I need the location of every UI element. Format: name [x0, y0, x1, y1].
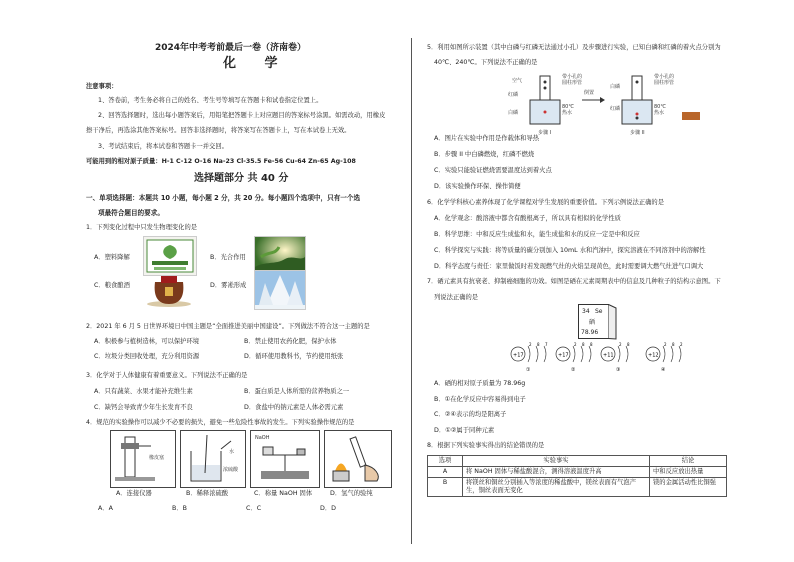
q4-caption-d: D．氢气的验纯 [330, 490, 373, 497]
q4-option-c: C．C [246, 505, 262, 512]
atom-shell-count: 2 [529, 342, 532, 347]
q6-stem: 6．化学学科核心素养体现了化学课程对学生发展的重要价值。下列示例说法正确的是 [427, 199, 664, 206]
q4-naoh-label: NaOH [255, 435, 270, 441]
element-number: 34 [582, 308, 590, 315]
atom-shell-count: 8 [590, 342, 593, 347]
section-title: 选择题部分 共 40 分 [194, 173, 289, 184]
svg-text:带小孔的: 带小孔的 [654, 74, 675, 80]
svg-text:80℃: 80℃ [654, 104, 666, 110]
atom-label: ④ [661, 367, 666, 372]
atom-label: ① [526, 367, 531, 372]
atom-shell-count: 2 [680, 342, 683, 347]
notes-heading: 注意事项： [86, 83, 118, 90]
atom-diagram [601, 342, 630, 372]
q2-option-c: C．垃圾分类回收处理，充分利用资源 [94, 353, 200, 360]
section-instruction: 一、单项选择题：本题共 10 小题，每小题 2 分，共 20 分。每小题四个选项中，只有一个选 [86, 194, 361, 202]
table-cell: B [428, 478, 463, 497]
q6-option-a: A．化学观念：酸溶液中都含有酸根离子，所以具有相似的化学性质 [434, 215, 621, 222]
table-header-cell: 实验事实 [463, 456, 650, 467]
q1-option-a: A．塑料降解 [94, 254, 130, 261]
q7-option-a: A．硒的相对原子质量为 78.96g [434, 380, 526, 387]
q4-rubber-label: 橡皮塞 [149, 455, 165, 461]
svg-text:圆柱形管: 圆柱形管 [562, 80, 583, 86]
svg-text:白磷: 白磷 [508, 110, 519, 116]
atom-shell-count: 7 [545, 342, 548, 347]
svg-text:带小孔的: 带小孔的 [562, 74, 583, 80]
atom-shell-count: 2 [664, 342, 667, 347]
atom-nucleus: +17 [558, 352, 569, 359]
q4-acid-label: 浓硫酸 [223, 467, 239, 473]
atom-nucleus: +11 [603, 352, 614, 359]
atom-shell-count: 2 [574, 342, 577, 347]
q5-option-d: D．该实验操作环保、操作简便 [434, 183, 521, 190]
q4-stem: 4．规范的实验操作可以减少不必要的损失，避免一些危险性事故的发生。下列实验操作规范的是 [86, 419, 355, 426]
q4-figure-a [110, 430, 176, 488]
element-mass: 78.96 [581, 329, 599, 336]
atom-shell-count: 8 [582, 342, 585, 347]
q3-option-b: B．蛋白质是人体所需的营养物质之一 [244, 388, 350, 395]
q1-stem: 1．下列变化过程中只发生物理变化的是 [86, 224, 198, 231]
q4-figure-d [324, 430, 392, 488]
q6-option-d: D．科学态度与责任：家里做饭时若发现燃气灶的火焰呈现黄色，此时需要调大燃气灶进气口调大 [434, 263, 704, 270]
svg-text:热水: 热水 [654, 110, 665, 116]
svg-text:圆柱形管: 圆柱形管 [654, 80, 675, 86]
atom-label: ② [571, 367, 576, 372]
svg-text:红磷: 红磷 [508, 92, 519, 98]
atomic-masses: 可能用到的相对原子质量：H-1 C-12 O-16 Na-23 Cl-35.5 Fe-56 Cu-64 Zn-65 Ag-108 [86, 158, 356, 165]
q7-option-b: B．①在化学反应中容易得到电子 [434, 396, 526, 403]
q3-stem: 3．化学对于人体健康有着重要意义。下列说法不正确的是 [86, 372, 248, 379]
q5-option-a: A．图片在实验中作用是作载体和导热 [434, 135, 540, 142]
q3-option-a: A．只有蔬菜、水果才能补充维生素 [94, 388, 193, 395]
atom-nucleus: +17 [513, 352, 524, 359]
table-cell: A [428, 467, 463, 478]
atom-diagram [511, 342, 548, 372]
q7-option-c: C．②④表示的均是阳离子 [434, 411, 507, 418]
q4-figure-b [180, 430, 246, 488]
atom-shell-count: 2 [619, 342, 622, 347]
q5-stem-2: 40℃、240℃。下列说法不正确的是 [434, 59, 538, 66]
q7-stem: 7．硒元素具有抗衰老、抑制癌细胞的功效。如图是硒在元素周期表中的信息及几种粒子的结构示意图。下 [427, 278, 721, 285]
svg-text:热水: 热水 [562, 110, 573, 116]
q5-option-c: C．实验只能验证燃烧需要温度达到着火点 [434, 167, 552, 174]
q2-stem: 2．2021 年 6 月 5 日世界环境日中国主题是“全面推进美丽中国建设”。下列做法不符合这一主题的是 [86, 323, 370, 330]
atom-structures [510, 342, 690, 372]
element-symbol: Se [595, 308, 603, 315]
selenium-element-card [578, 304, 618, 340]
section-instruction-2: 项最符合题目的要求。 [98, 209, 164, 217]
q3-option-c: C．缺钙会导致青少年生长发育不良 [94, 404, 193, 411]
atom-shell-count: 8 [672, 342, 675, 347]
atom-shell-count: 8 [627, 342, 630, 347]
subject-title: 化 学 [223, 56, 290, 71]
svg-text:红磷: 红磷 [610, 106, 621, 112]
table-cell: 镁的金属活动性比铜强 [650, 478, 727, 497]
q6-option-b: B．科学思维：中和反应生成盐和水，能生成盐和水的反应一定是中和反应 [434, 231, 640, 238]
svg-text:白磷: 白磷 [610, 84, 621, 90]
atom-label: ③ [616, 367, 621, 372]
column-divider [411, 38, 412, 544]
q4-caption-c: C．称量 NaOH 固体 [254, 490, 313, 497]
q4-option-a: A．A [98, 505, 113, 512]
q3-option-d: D．食盐中的钠元素是人体必需元素 [244, 404, 344, 411]
q5-option-b: B．步骤 II 中白磷燃烧，红磷不燃烧 [434, 151, 535, 158]
svg-text:步骤 II: 步骤 II [630, 130, 645, 136]
note-2: 2、回答选择题时，选出每小题答案后，用铅笔把答题卡上对应题目的答案标号涂黑。如需改动，用橡皮 [98, 112, 386, 119]
table-row [428, 478, 727, 497]
atom-nucleus: +12 [648, 352, 659, 359]
q1-option-d: D．雾凇形成 [210, 282, 247, 289]
table-cell: 中和反应放出热量 [650, 467, 727, 478]
svg-text:空气: 空气 [512, 78, 523, 84]
note-2b: 擦干净后，再选涂其他答案标号。回答非选择题时，将答案写在答题卡上，写在本试卷上无效。 [86, 127, 351, 134]
exam-title: 2024年中考考前最后一卷（济南卷） [155, 43, 307, 53]
q4-option-b: B．B [172, 505, 187, 512]
q1-option-b: B．光合作用 [210, 254, 246, 261]
note-1: 1、答卷前，考生务必将自己的姓名、考生号等填写在答题卡和试卷指定位置上。 [98, 97, 323, 104]
atom-diagram [646, 342, 683, 372]
table-cell: 将 NaOH 固体与稀盐酸混合，测得溶液温度升高 [463, 467, 650, 478]
q4-caption-a: A．连接仪器 [116, 490, 152, 497]
q4-water-label: 水 [229, 449, 235, 455]
q7-stem-2: 列说法正确的是 [434, 294, 479, 301]
q4-figure-c [250, 430, 320, 488]
q1-image-c [143, 270, 195, 308]
table-header-cell: 选项 [428, 456, 463, 467]
q4-caption-b: B．稀释浓硫酸 [186, 490, 229, 497]
svg-text:步骤 I: 步骤 I [538, 130, 552, 136]
table-row [428, 467, 727, 478]
element-name: 硒 [589, 319, 596, 326]
q2-option-b: B．禁止使用农药化肥，保护水体 [244, 338, 337, 345]
atom-shell-count: 8 [537, 342, 540, 347]
table-cell: 将镁丝和铜丝分别插入等浓度的稀盐酸中，镁丝表面有气泡产生，铜丝表面无变化 [463, 478, 650, 497]
note-3: 3、考试结束后，将本试卷和答题卡一并交回。 [98, 143, 228, 150]
q5-apparatus-figure [470, 70, 710, 136]
q1-option-c: C．粮食酿酒 [94, 282, 130, 289]
q1-image-d [254, 270, 306, 310]
q8-table [427, 455, 727, 497]
table-header-cell: 结论 [650, 456, 727, 467]
q2-option-d: D．循环使用教科书，节约使用纸张 [244, 353, 344, 360]
q7-option-d: D．①②属于同种元素 [434, 427, 495, 434]
q6-option-c: C．科学探究与实践：将等质量的碳分别加入 10mL 水和汽油中，探究溶液在不同溶剂中的溶解性 [434, 247, 706, 254]
table-header-row [428, 456, 727, 467]
atom-diagram [556, 342, 593, 372]
q8-stem: 8．根据下列实验事实得出的结论错误的是 [427, 442, 545, 449]
svg-text:80℃: 80℃ [562, 104, 574, 110]
svg-text:倒置: 倒置 [584, 90, 595, 96]
q5-stem: 5．利用如图所示装置（其中白磷与红磷无法通过小孔）及步骤进行实验，已知白磷和红磷的着火点分别为 [427, 44, 721, 51]
q4-option-d: D．D [320, 505, 336, 512]
q2-option-a: A．积极参与植树造林，可以保护环境 [94, 338, 200, 345]
